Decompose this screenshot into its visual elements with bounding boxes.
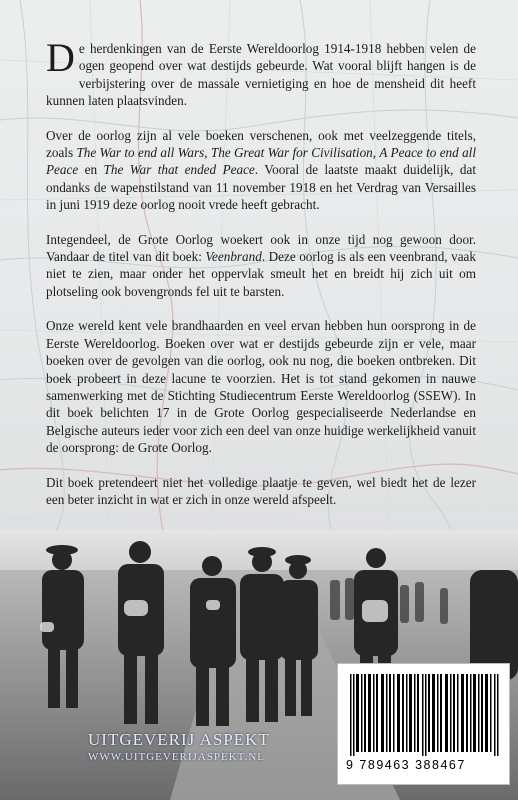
paragraph-3-a: Integendeel, de Grote Oorlog woekert ook in onze tijd nog gewoon door. Vandaar de titel van dit boek: [46,231,476,265]
publisher-url: WWW.UITGEVERIJASPEKT.NL [88,751,265,763]
publisher-imprint [88,730,288,763]
paragraph-2-b: en [78,162,104,178]
paragraph-3 [46,231,476,301]
publisher-name: UITGEVERIJ ASPEKT [88,730,270,749]
paragraph-1 [46,35,476,110]
paragraph-5: Dit boek pretendeert niet het volledige plaatje te geven, wel biedt het de lezer een beter inzicht in wat er zich in onze wereld afspeelt. [46,474,476,507]
dropcap: D [46,35,75,80]
book-title-2: The Great War for Civilisation [210,145,373,161]
book-title-veenbrand: Veenbrand [205,249,262,265]
isbn-barcode [337,663,510,785]
separator-1: , [204,145,211,161]
paragraph-2-a: Over de oorlog zijn al vele boeken verschenen, ook met veelzeggende titels, zoals [46,127,476,161]
paragraph-1-text: e herdenkingen van de Eerste Wereldoorlog 1914-1918 hebben velen de ogen geopend over wat destijds gebeurde. Wat vooral blijft hangen is de verbijstering over de massale vernietiging en hoe de mensheid dit heeft kunnen laten plaatsvinden. [46,41,476,109]
paragraph-3-b: . Deze oorlog is als een veenbrand, vaak niet te zien, maar onder het oppervlak smeult het en breidt hij zich uit om plotseling ook bovengronds fel uit te barsten. [46,249,476,299]
barcode-bars [350,674,500,756]
paragraph-2-c: . Vooral de laatste maakt duidelijk, dat ondanks de wapenstilstand van 11 november 1918 en het Verdrag van Versailles in juni 1919 deze oorlog nooit vrede heeft gebracht. [46,162,477,213]
book-title-4: The War that ended Peace [103,162,255,178]
paragraph-2 [46,127,476,214]
isbn-number: 9 789463 388467 [346,758,466,772]
blurb-text [46,35,477,525]
book-title-1: The War to end all Wars [76,145,205,161]
paragraph-4: Onze wereld kent vele brandhaarden en veel ervan hebben hun oorsprong in de Eerste Wereldoorlog. Boeken over wat er destijds gebeurde zijn er vele, maar boeken over de gevolgen van die oorlog, ook nu nog, die boeken ontbreken. Dit boek probeert in deze lacune te voorzien. Het is tot stand gekomen in nauwe samenwerking met de Stichting Studiecentrum Eerste Wereldoorlog (SSEW). In dit boek belichten 17 in de Grote Oorlog gespecialiseerde Nederlandse en Belgische auteurs ieder voor zich een deel van onze huidige werkelijkheid vanuit de oorsprong: de Grote Oorlog. [46,318,476,456]
book-title-3: A Peace to end all Peace [46,145,477,178]
separator-2: , [372,145,380,161]
